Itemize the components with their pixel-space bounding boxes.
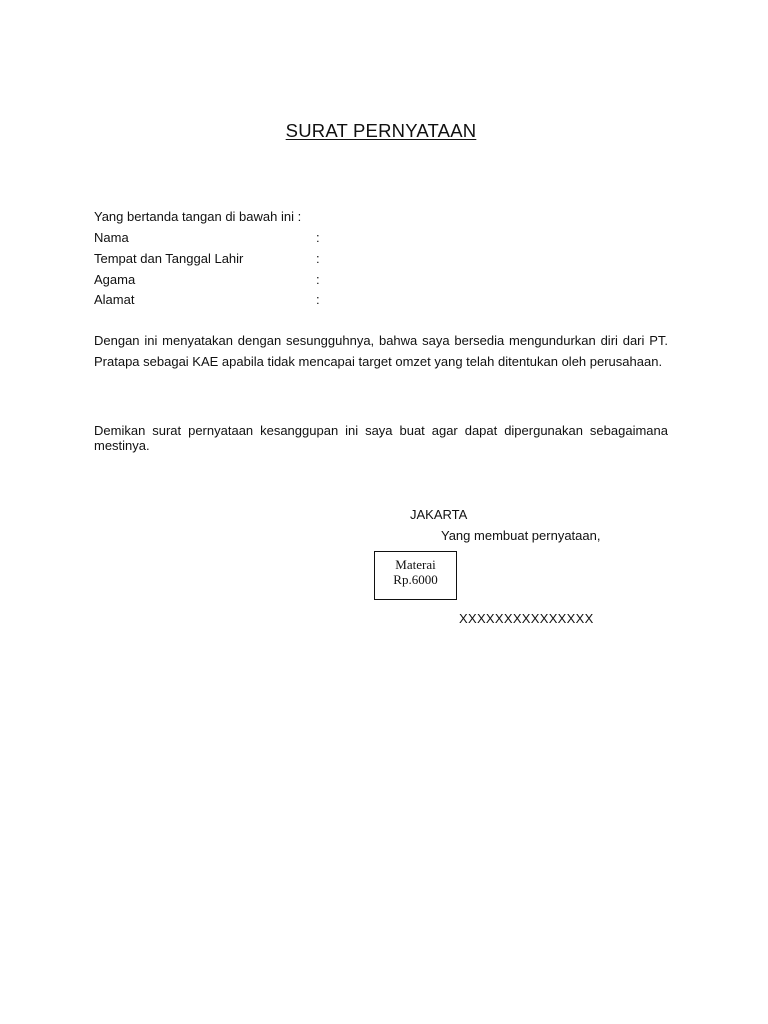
field-label: Alamat xyxy=(94,292,135,307)
intro-text: Yang bertanda tangan di bawah ini : xyxy=(94,209,302,224)
field-row-tempat-tanggal-lahir xyxy=(94,251,354,269)
field-label: Tempat dan Tanggal Lahir xyxy=(94,251,244,266)
stamp-line-2: Rp.6000 xyxy=(393,572,438,587)
document-title: SURAT PERNYATAAN xyxy=(285,120,477,141)
field-row-agama xyxy=(94,272,354,290)
field-separator: : xyxy=(316,272,320,287)
materai-stamp-box xyxy=(374,551,457,600)
signature-city: JAKARTA xyxy=(410,507,468,522)
field-separator: : xyxy=(316,292,320,307)
field-row-alamat xyxy=(94,292,354,310)
field-label: Agama xyxy=(94,272,136,287)
field-separator: : xyxy=(316,230,320,245)
field-label: Nama xyxy=(94,230,129,245)
signer-name: XXXXXXXXXXXXXXX xyxy=(459,611,594,626)
field-row-nama xyxy=(94,230,354,248)
stamp-line-1: Materai xyxy=(395,557,436,572)
signature-maker-label: Yang membuat pernyataan, xyxy=(441,528,601,543)
statement-paragraph: Dengan ini menyatakan dengan sesungguhnya, bahwa saya bersedia mengundurkan diri dari PT. Pratapa sebagai KAE apabila tidak mencapai target omzet yang telah ditentukan oleh perusahaan. xyxy=(94,333,668,369)
field-separator: : xyxy=(316,251,320,266)
closing-paragraph: Demikan surat pernyataan kesanggupan ini saya buat agar dapat dipergunakan sebagaimana mestinya. xyxy=(94,423,668,453)
